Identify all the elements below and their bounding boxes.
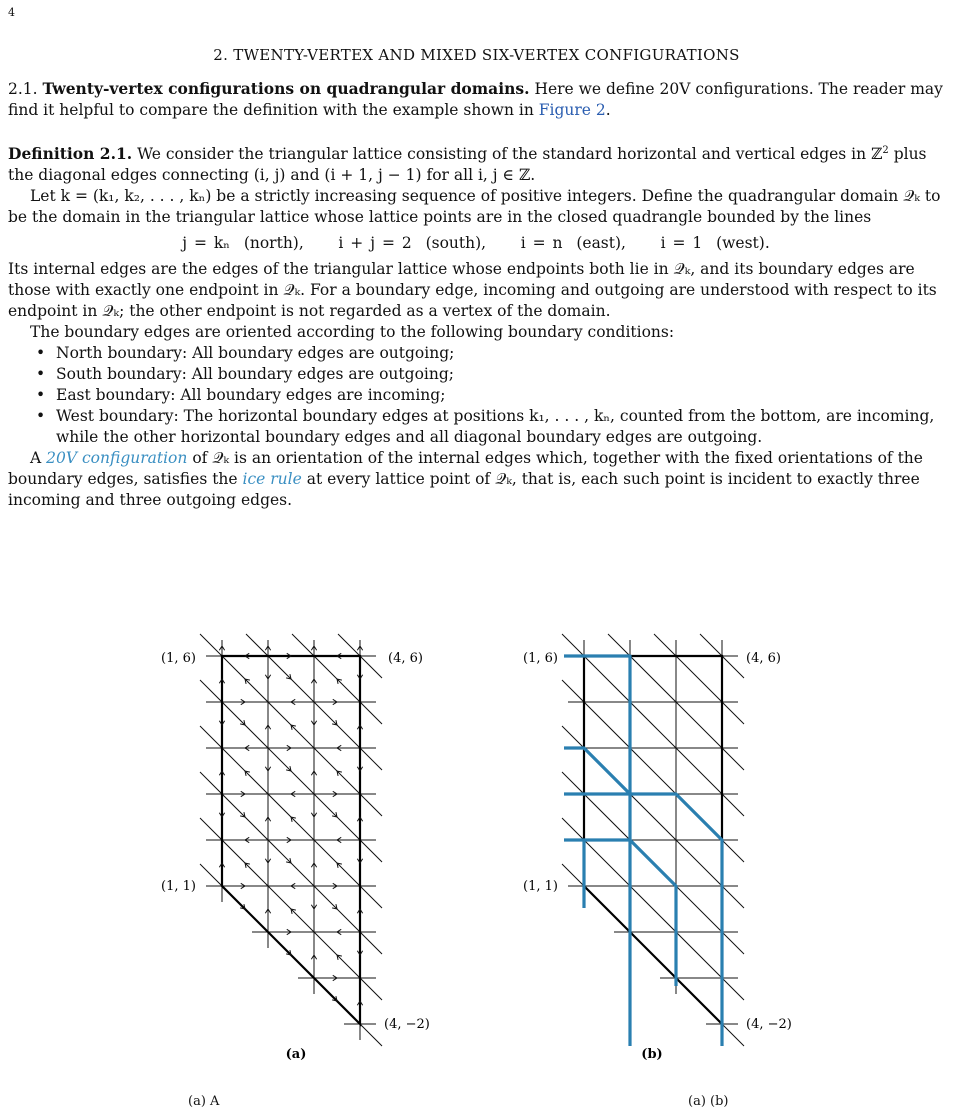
lattice-a [200,634,382,1046]
figure-panel-a [0,624,953,1064]
section-heading: 2. TWENTY-VERTEX AND MIXED SIX-VERTEX CONFIGURATIONS [213,46,740,64]
definition-text-1: We consider the triangular lattice consisting of the standard horizontal and vertical edges in [137,145,867,164]
definition-paragraph-3: Its internal edges are the edges of the triangular lattice whose endpoints both lie in 𝒬ₖ, and its boundary edges are those with exactly one endpoint in 𝒬ₖ. For a boundary edge, incoming and outgoing are understood with respect to its endpoint in 𝒬ₖ; the other endpoint is not regarded as a vertex of the domain. [8,260,937,321]
panel-a-label: (a) [285,1047,307,1062]
lattice-path [564,840,676,986]
label-a-bottom-right: (4, −2) [384,1017,430,1032]
label-b-bottom-right: (4, −2) [746,1017,792,1032]
diagonal-edge [562,634,744,816]
definition-paragraph-1: Definition 2.1. We consider the triangular lattice consisting of the standard horizontal and vertical edges in ℤ$^2$ plus the diagonal edges connecting (i, j) and (i + 1, j − 1) for all i, j ∈ ℤ. [8,144,927,185]
definition-paragraph-4: The boundary edges are oriented according to the following boundary conditions: [30,323,675,342]
label-b-top-left: (1, 6) [523,651,558,666]
subsection-title: Twenty-vertex configurations on quadrangular domains. [42,79,530,98]
subsection-text: Here we define 20V configurations. The reader may find it helpful to compare the definition with the example shown in [8,80,943,119]
caption-fragment-left: (a) A [188,1094,220,1109]
label-a-top-left: (1, 6) [161,651,196,666]
list-item: • South boundary: All boundary edges are outgoing; [56,364,944,385]
subsection-paragraph [8,78,944,121]
caption-fragment-right: (a) (b) [688,1094,729,1109]
label-b-mid-left: (1, 1) [523,879,558,894]
list-item: • North boundary: All boundary edges are outgoing; [56,343,944,364]
p5-end: at every lattice point of 𝒬ₖ, that is, each such point is incident to exactly three incoming and three outgoing edges. [8,470,920,510]
diagonal-edge [562,818,744,1000]
label-a-top-right: (4, 6) [388,651,423,666]
definition-text-2: plus the diagonal edges connecting (i, j) and (i + 1, j − 1) for all i, j ∈ ℤ. [8,145,927,185]
page-number: 4 [8,6,15,19]
list-item: • West boundary: The horizontal boundary edges at positions k₁, . . . , kₙ, counted from the bottom, are incoming, while the other horizontal boundary edges and all diagonal boundary edges are outgoing. [56,406,944,448]
list-item: • East boundary: All boundary edges are incoming; [56,385,944,406]
subsection-text-end: . [605,101,611,119]
display-equation: j = kₙ (north), i + j = 2 (south), i = n (east), i = 1 (west). [182,234,770,253]
subsection-number: 2.1. [8,80,38,98]
label-b-top-right: (4, 6) [746,651,781,666]
label-a-mid-left: (1, 1) [161,879,196,894]
p5-mid: of 𝒬ₖ is an orientation of the internal edges which, together with the fixed orientations of the boundary edges, satisfies the [8,449,923,489]
boundary-conditions-list [8,343,944,448]
panel-b-label: (b) [641,1047,663,1062]
integers-symbol: ℤ [871,145,883,164]
definition-paragraph-5 [8,448,944,511]
figure [0,624,953,1064]
definition-block [8,140,944,511]
term-20v-configuration: 20V configuration [46,449,188,468]
figure-link[interactable]: Figure 2 [538,101,606,119]
definition-label: Definition 2.1. [8,144,133,164]
term-ice-rule: ice rule [242,470,302,489]
definition-paragraph-2: Let k = (k₁, k₂, . . . , kₙ) be a strictly increasing sequence of positive integers. Define the quadrangular domain 𝒬ₖ to be the domain in the triangular lattice whose lattice points are in the closed quadrangle bounded by the lines [8,187,941,227]
p5-start: A [30,449,42,468]
diagonal-edge [654,634,744,724]
